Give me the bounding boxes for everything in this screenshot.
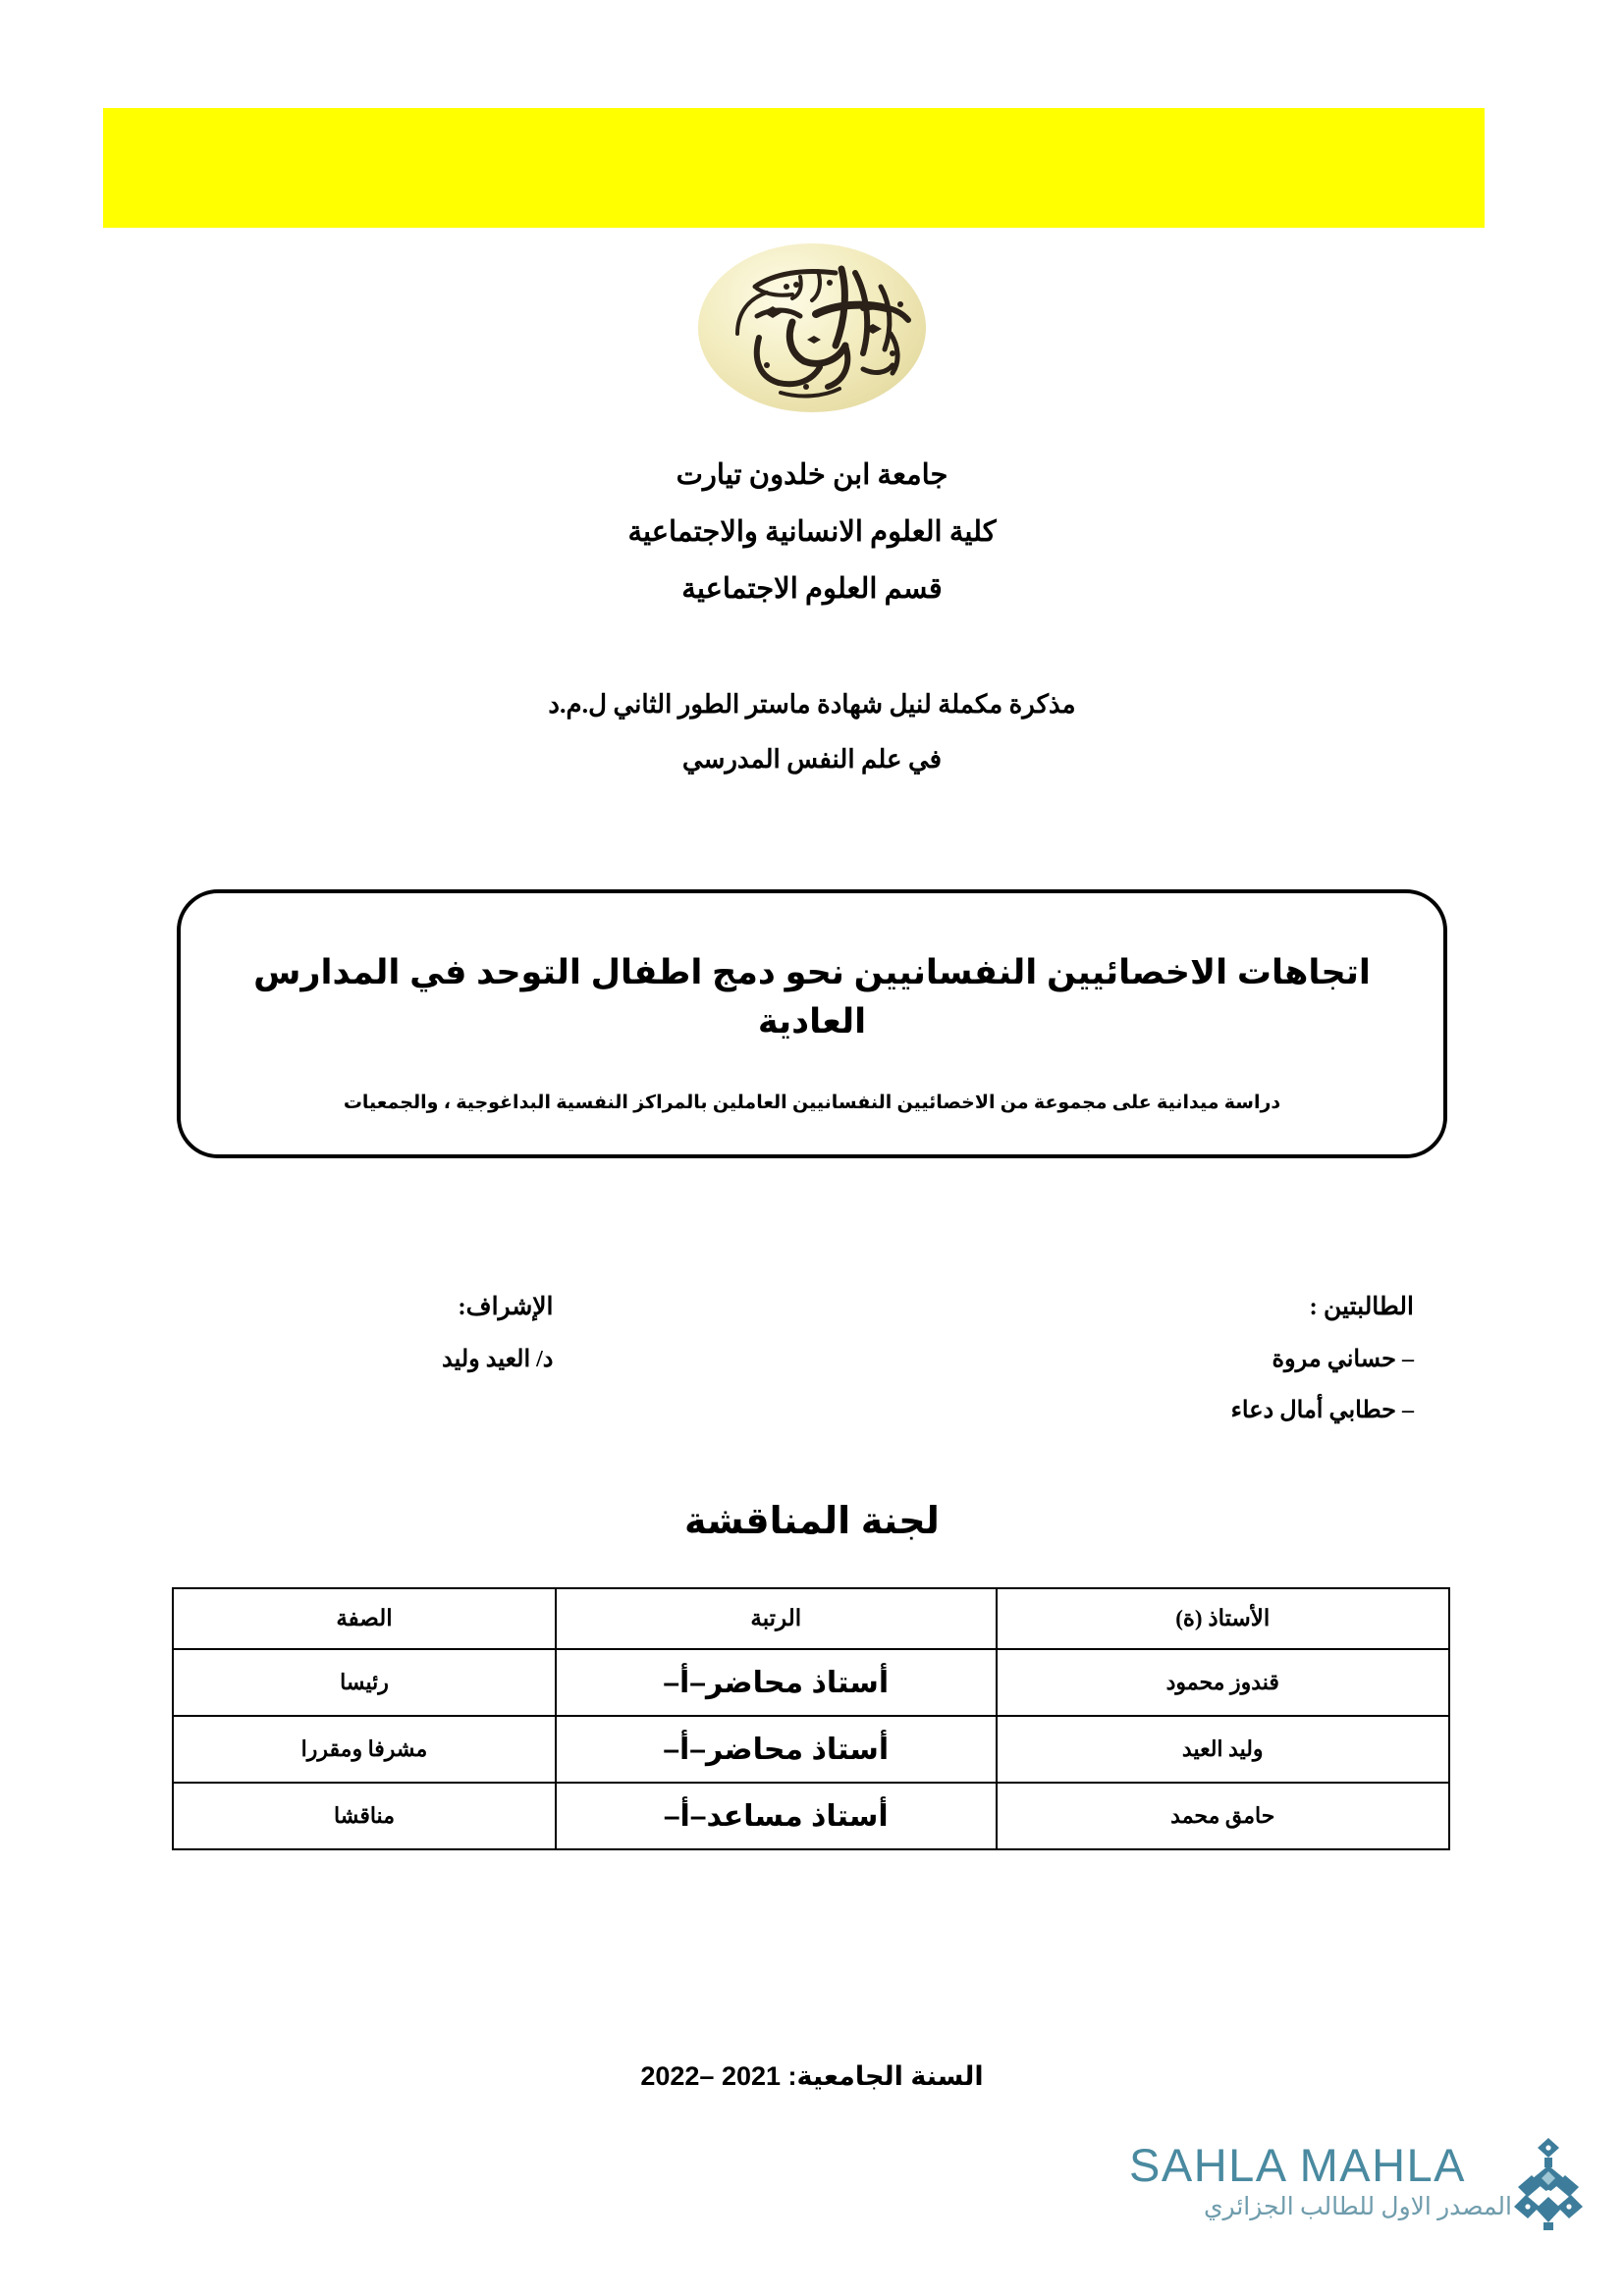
department-name: قسم العلوم الاجتماعية (681, 573, 943, 605)
academic-year: السنة الجامعية: 2021 –2022 (640, 2061, 984, 2091)
sahla-mahla-watermark (1129, 2140, 1591, 2268)
cell-rank: أستاذ مساعد–أ– (556, 1783, 997, 1849)
degree-line-1: مذكرة مكملة لنيل شهادة ماستر الطور الثاني ل.م.د (548, 690, 1076, 719)
faculty-name: كلية العلوم الانسانية والاجتماعية (627, 516, 997, 548)
committee-heading: لجنة المناقشة (684, 1501, 940, 1542)
thesis-subtitle: دراسة ميدانية على مجموعة من الاخصائيين النفسانيين العاملين بالمراكز النفسية البداغوجية ، والجمعيات (343, 1093, 1281, 1113)
cell-rank: أستاذ محاضر–أ– (556, 1649, 997, 1716)
column-header-role: الصفة (173, 1588, 556, 1649)
university-logo-container (0, 243, 1624, 412)
cell-role: مناقشا (173, 1783, 556, 1849)
amazigh-emblem-icon (1506, 2136, 1591, 2246)
university-logo-icon (698, 243, 926, 412)
table-row (173, 1716, 1449, 1783)
table-row (173, 1649, 1449, 1716)
cell-rank: أستاذ محاضر–أ– (556, 1716, 997, 1783)
institution-header (0, 447, 1624, 617)
thesis-title-box (177, 889, 1447, 1158)
supervisor-name: د/ العيد وليد (442, 1347, 554, 1372)
people-section (177, 1281, 1447, 1468)
yellow-highlight-banner (103, 108, 1485, 228)
watermark-text (1129, 2140, 1512, 2224)
table-row (173, 1783, 1449, 1849)
students-label: الطالبتين : (1309, 1294, 1414, 1320)
degree-line-2: في علم النفس المدرسي (681, 745, 943, 774)
watermark-brand: SAHLA MAHLA (1129, 2139, 1467, 2191)
table-header-row (173, 1588, 1449, 1649)
committee-table (172, 1587, 1450, 1850)
cell-role: مشرفا ومقررا (173, 1716, 556, 1783)
cell-professor: وليد العيد (997, 1716, 1450, 1783)
student-name-2: – حطابي أمال دعاء (1230, 1398, 1414, 1423)
watermark-tagline: المصدر الاول للطالب الجزائري (1203, 2194, 1512, 2220)
university-name: جامعة ابن خلدون تيارت (676, 459, 948, 491)
supervisor-label: الإشراف: (458, 1294, 554, 1320)
cell-role: رئيسا (173, 1649, 556, 1716)
student-name-1: – حساني مروة (1272, 1347, 1414, 1372)
column-header-professor: الأستاذ (ة) (997, 1588, 1450, 1649)
thesis-title: اتجاهات الاخصائيين النفسانيين نحو دمج اطفال التوحد في المدارس العادية (253, 953, 1371, 1041)
cell-professor: قندوز محمود (997, 1649, 1450, 1716)
students-column (1231, 1281, 1414, 1436)
column-header-rank: الرتبة (556, 1588, 997, 1649)
supervisor-column (442, 1281, 554, 1385)
cell-professor: حامق محمد (997, 1783, 1450, 1849)
degree-statement (0, 677, 1624, 787)
